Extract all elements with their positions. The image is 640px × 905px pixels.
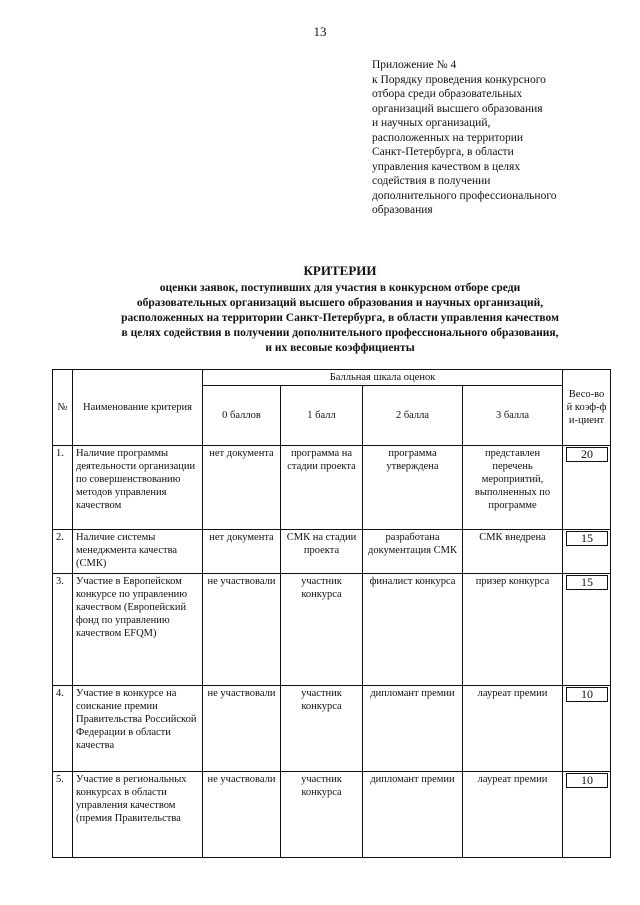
row-weight-value: 20	[566, 447, 608, 462]
appendix-line: образования	[372, 204, 433, 216]
row-num: 3.	[53, 574, 73, 686]
row-weight-value: 10	[566, 687, 608, 702]
appendix-line: и научных организаций,	[372, 117, 491, 129]
page-number: 13	[313, 24, 327, 39]
table-row	[53, 686, 611, 772]
row-score-2: дипломант премии	[363, 772, 463, 858]
header-score-3: 3 балла	[463, 386, 563, 446]
row-score-3: представлен перечень мероприятий, выполненных по программе	[463, 446, 563, 530]
row-weight	[563, 686, 611, 772]
row-num: 5.	[53, 772, 73, 858]
appendix-line: содействия в получении	[372, 175, 491, 187]
row-weight-value: 10	[566, 773, 608, 788]
heading-line: расположенных на территории Санкт-Петербурга, в области управления качеством	[121, 312, 559, 324]
header-weight: Весо-вой коэф-фи-циент	[563, 370, 611, 446]
appendix-line: дополнительного профессионального	[372, 189, 557, 202]
row-score-0: не участвовали	[203, 574, 281, 686]
header-score-0: 0 баллов	[203, 386, 281, 446]
heading-line: и их весовые коэффициенты	[265, 342, 415, 354]
appendix-line: отбора среди образовательных	[372, 88, 523, 100]
criteria-table	[52, 369, 611, 858]
row-score-0: не участвовали	[203, 686, 281, 772]
row-weight	[563, 574, 611, 686]
row-criterion: Участие в региональных конкурсах в области управления качеством (премия Правительства	[73, 772, 203, 858]
row-score-0: нет документа	[203, 530, 281, 574]
appendix-line: Приложение № 4	[372, 59, 457, 71]
document-title: КРИТЕРИИ	[303, 263, 377, 278]
table-row	[53, 772, 611, 858]
table-row	[53, 574, 611, 686]
row-criterion: Наличие системы менеджмента качества (СМК)	[73, 530, 203, 574]
appendix-line: расположенных на территории	[372, 131, 524, 144]
row-num: 2.	[53, 530, 73, 574]
row-weight	[563, 530, 611, 574]
row-score-2: дипломант премии	[363, 686, 463, 772]
row-criterion: Участие в конкурсе на соискание премии Правительства Российской Федерации в области качества	[73, 686, 203, 772]
row-score-3: СМК внедрена	[463, 530, 563, 574]
row-score-3: призер конкурса	[463, 574, 563, 686]
document-heading	[40, 263, 640, 356]
header-num: №	[53, 370, 73, 446]
row-weight-value: 15	[566, 575, 608, 590]
row-weight-value: 15	[566, 531, 608, 546]
appendix-line: управления качеством в целях	[372, 160, 521, 173]
row-score-1: программа на стадии проекта	[281, 446, 363, 530]
row-criterion: Наличие программы деятельности организации по совершенствованию методов управления качеством	[73, 446, 203, 530]
header-scale: Балльная шкала оценок	[203, 370, 563, 386]
row-score-1: участник конкурса	[281, 772, 363, 858]
row-num: 4.	[53, 686, 73, 772]
row-score-3: лауреат премии	[463, 686, 563, 772]
header-score-2: 2 балла	[363, 386, 463, 446]
header-name: Наименование критерия	[73, 370, 203, 446]
row-criterion: Участие в Европейском конкурсе по управлению качеством (Европейский фонд по управлению качеством EFQM)	[73, 574, 203, 686]
row-weight	[563, 446, 611, 530]
row-weight	[563, 772, 611, 858]
row-score-1: участник конкурса	[281, 686, 363, 772]
heading-line: образовательных организаций высшего образования и научных организаций,	[136, 297, 544, 309]
heading-line: в целях содействия в получении дополнительного профессионального образования,	[121, 327, 559, 339]
row-num: 1.	[53, 446, 73, 530]
row-score-0: не участвовали	[203, 772, 281, 858]
row-score-1: участник конкурса	[281, 574, 363, 686]
appendix-line: Санкт-Петербурга, в области	[372, 146, 514, 158]
appendix-line: организаций высшего образования	[372, 102, 543, 115]
heading-line: оценки заявок, поступивших для участия в конкурсном отборе среди	[159, 282, 521, 294]
row-score-2: финалист конкурса	[363, 574, 463, 686]
appendix-line: к Порядку проведения конкурсного	[372, 73, 546, 86]
table-row	[53, 530, 611, 574]
row-score-2: разработана документация СМК	[363, 530, 463, 574]
header-score-1: 1 балл	[281, 386, 363, 446]
row-score-1: СМК на стадии проекта	[281, 530, 363, 574]
table-row	[53, 446, 611, 530]
appendix-note	[372, 58, 612, 218]
row-score-0: нет документа	[203, 446, 281, 530]
row-score-2: программа утверждена	[363, 446, 463, 530]
row-score-3: лауреат премии	[463, 772, 563, 858]
